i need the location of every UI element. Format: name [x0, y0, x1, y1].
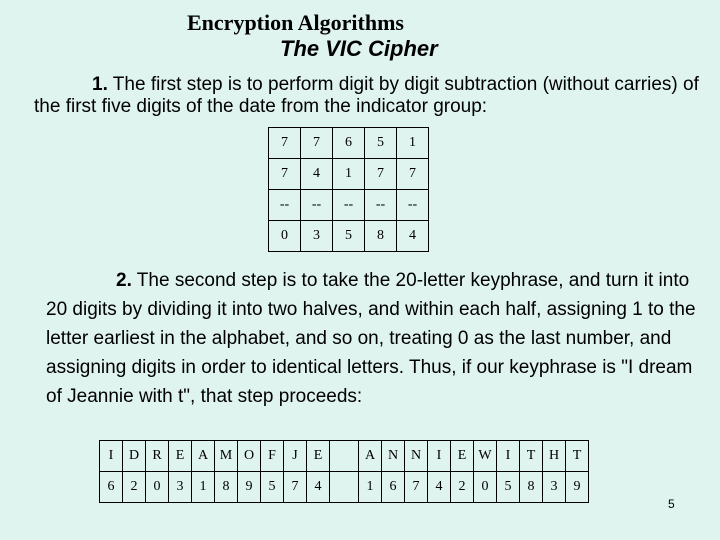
subtraction-row — [269, 128, 429, 159]
step-2-text: The second step is to take the 20-letter keyphrase, and turn it into 20 digits by dividing it into two halves, and within each half, assigning 1 to the letter earliest in the alphabet, and so on, treating 0 as the last number, and assigning digits in order to identical letters. Thus, if our keyphrase is "I dream of Jeannie with t", that step proceeds: — [46, 270, 696, 407]
keyphrase-letter-cell: E — [451, 441, 474, 472]
keyphrase-digit-cell: 3 — [543, 472, 566, 503]
keyphrase-gap-cell — [330, 472, 359, 503]
keyphrase-letter-cell: A — [359, 441, 382, 472]
keyphrase-digit-cell: 1 — [192, 472, 215, 503]
keyphrase-letter-cell: E — [307, 441, 330, 472]
step-1-number: 1. — [92, 74, 108, 95]
keyphrase-letter-cell: N — [405, 441, 428, 472]
keyphrase-letter-cell: T — [520, 441, 543, 472]
keyphrase-digit-cell: 8 — [215, 472, 238, 503]
keyphrase-digit-cell: 2 — [123, 472, 146, 503]
keyphrase-letter-cell: W — [474, 441, 497, 472]
keyphrase-digit-cell: 3 — [169, 472, 192, 503]
subtraction-cell: 7 — [365, 159, 397, 190]
subtraction-cell: -- — [333, 190, 365, 221]
subtraction-table — [268, 127, 429, 252]
slide-title: Encryption Algorithms — [187, 10, 404, 35]
keyphrase-digits-row — [100, 472, 589, 503]
keyphrase-letter-cell: I — [100, 441, 123, 472]
step-1-paragraph — [34, 74, 704, 118]
subtraction-cell: 5 — [333, 221, 365, 252]
keyphrase-letter-cell: I — [428, 441, 451, 472]
keyphrase-letter-cell: E — [169, 441, 192, 472]
keyphrase-letter-cell: M — [215, 441, 238, 472]
subtraction-cell: 4 — [301, 159, 333, 190]
subtraction-cell: -- — [397, 190, 429, 221]
keyphrase-gap-cell — [330, 441, 359, 472]
subtraction-row — [269, 190, 429, 221]
keyphrase-letters-row — [100, 441, 589, 472]
keyphrase-digit-cell: 5 — [261, 472, 284, 503]
keyphrase-digit-cell: 9 — [238, 472, 261, 503]
keyphrase-letter-cell: I — [497, 441, 520, 472]
keyphrase-letter-cell: O — [238, 441, 261, 472]
subtraction-cell: -- — [365, 190, 397, 221]
keyphrase-table — [99, 440, 589, 503]
subtraction-cell: 8 — [365, 221, 397, 252]
keyphrase-digit-cell: 0 — [474, 472, 497, 503]
step-2-paragraph — [46, 266, 710, 411]
page-number: 5 — [668, 497, 675, 511]
keyphrase-letter-cell: R — [146, 441, 169, 472]
keyphrase-digit-cell: 6 — [100, 472, 123, 503]
keyphrase-digit-cell: 6 — [382, 472, 405, 503]
keyphrase-letter-cell: F — [261, 441, 284, 472]
subtraction-cell: 7 — [269, 128, 301, 159]
subtraction-cell: 7 — [301, 128, 333, 159]
keyphrase-digit-cell: 9 — [566, 472, 589, 503]
keyphrase-digit-cell: 1 — [359, 472, 382, 503]
keyphrase-digit-cell: 2 — [451, 472, 474, 503]
keyphrase-letter-cell: A — [192, 441, 215, 472]
slide-subtitle: The VIC Cipher — [280, 36, 438, 61]
subtraction-cell: 7 — [397, 159, 429, 190]
subtraction-cell: 3 — [301, 221, 333, 252]
subtraction-cell: 1 — [333, 159, 365, 190]
keyphrase-digit-cell: 7 — [405, 472, 428, 503]
subtraction-cell: 0 — [269, 221, 301, 252]
subtraction-cell: 6 — [333, 128, 365, 159]
keyphrase-letter-cell: D — [123, 441, 146, 472]
step-1-text: The first step is to perform digit by digit subtraction (without carries) of the first five digits of the date from the indicator group: — [34, 74, 699, 117]
keyphrase-letter-cell: H — [543, 441, 566, 472]
keyphrase-letter-cell: J — [284, 441, 307, 472]
subtraction-cell: 5 — [365, 128, 397, 159]
keyphrase-letter-cell: T — [566, 441, 589, 472]
subtraction-cell: -- — [269, 190, 301, 221]
subtraction-cell: -- — [301, 190, 333, 221]
keyphrase-digit-cell: 5 — [497, 472, 520, 503]
subtraction-row — [269, 159, 429, 190]
keyphrase-digit-cell: 0 — [146, 472, 169, 503]
keyphrase-digit-cell: 4 — [307, 472, 330, 503]
keyphrase-digit-cell: 4 — [428, 472, 451, 503]
keyphrase-digit-cell: 7 — [284, 472, 307, 503]
subtraction-cell: 4 — [397, 221, 429, 252]
subtraction-cell: 7 — [269, 159, 301, 190]
subtraction-cell: 1 — [397, 128, 429, 159]
keyphrase-letter-cell: N — [382, 441, 405, 472]
subtraction-row — [269, 221, 429, 252]
step-2-number: 2. — [116, 270, 132, 291]
keyphrase-digit-cell: 8 — [520, 472, 543, 503]
